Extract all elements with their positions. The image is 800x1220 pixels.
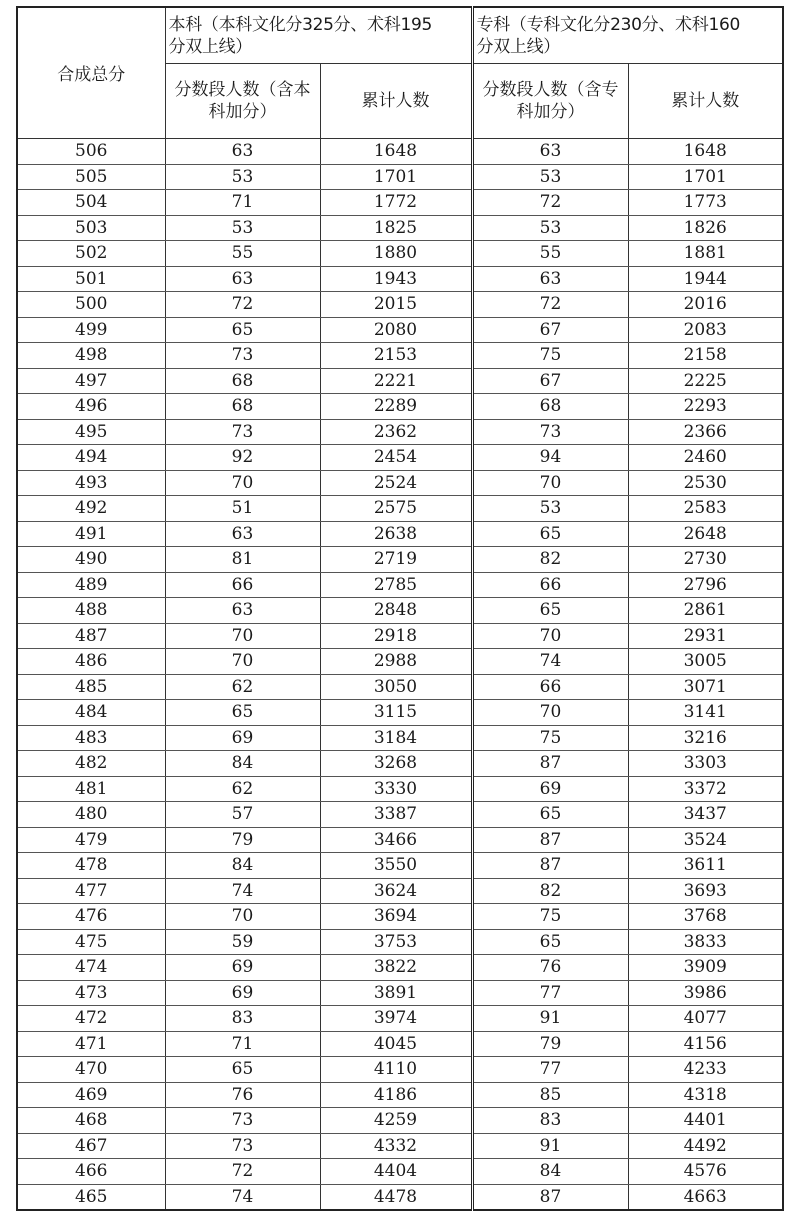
- junior-cumulative-cell: 2730: [628, 547, 783, 573]
- undergrad-cumulative-cell: 2918: [320, 623, 472, 649]
- undergrad-count-cell: 70: [165, 904, 320, 930]
- table-row: [17, 751, 783, 777]
- undergrad-count-cell: 69: [165, 980, 320, 1006]
- undergrad-count-cell: 68: [165, 368, 320, 394]
- score-cell: 484: [17, 700, 165, 726]
- undergrad-count-cell: 74: [165, 878, 320, 904]
- junior-cumulative-cell: 4492: [628, 1133, 783, 1159]
- table-body: [17, 139, 783, 1211]
- table-row: [17, 1006, 783, 1032]
- junior-cumulative-cell: 4156: [628, 1031, 783, 1057]
- junior-cumulative-cell: 2083: [628, 317, 783, 343]
- undergrad-cumulative-cell: 4045: [320, 1031, 472, 1057]
- undergrad-cumulative-cell: 2289: [320, 394, 472, 420]
- undergrad-cumulative-cell: 3974: [320, 1006, 472, 1032]
- table-row: [17, 394, 783, 420]
- score-cell: 492: [17, 496, 165, 522]
- junior-cumulative-cell: 1773: [628, 190, 783, 216]
- junior-count-cell: 72: [472, 190, 628, 216]
- table-header: [17, 7, 783, 139]
- undergrad-count-cell: 83: [165, 1006, 320, 1032]
- undergrad-count-cell: 81: [165, 547, 320, 573]
- score-cell: 485: [17, 674, 165, 700]
- score-cell: 471: [17, 1031, 165, 1057]
- undergrad-cumulative-cell: 2080: [320, 317, 472, 343]
- junior-cumulative-cell: 3216: [628, 725, 783, 751]
- undergrad-count-cell: 69: [165, 725, 320, 751]
- table-row: [17, 164, 783, 190]
- table-row: [17, 929, 783, 955]
- undergrad-count-header: 分数段人数（含本科加分）: [165, 64, 320, 139]
- undergrad-count-cell: 65: [165, 1057, 320, 1083]
- junior-cumulative-cell: 4401: [628, 1108, 783, 1134]
- junior-cumulative-cell: 3141: [628, 700, 783, 726]
- undergrad-title-line2: 分双上线）: [168, 36, 252, 57]
- table-row: [17, 674, 783, 700]
- undergrad-count-cell: 69: [165, 955, 320, 981]
- undergrad-cumulative-cell: 2362: [320, 419, 472, 445]
- undergrad-cumulative-cell: 3330: [320, 776, 472, 802]
- score-cell: 465: [17, 1184, 165, 1210]
- undergrad-count-cell: 73: [165, 419, 320, 445]
- undergrad-cumulative-cell: 3550: [320, 853, 472, 879]
- table-row: [17, 1057, 783, 1083]
- junior-cumulative-cell: 3372: [628, 776, 783, 802]
- undergrad-count-cell: 53: [165, 164, 320, 190]
- junior-cumulative-cell: 2016: [628, 292, 783, 318]
- score-column-header: 合成总分: [17, 7, 165, 139]
- table-row: [17, 215, 783, 241]
- score-cell: 481: [17, 776, 165, 802]
- undergrad-count-cell: 65: [165, 317, 320, 343]
- undergrad-cumulative-cell: 2848: [320, 598, 472, 624]
- undergrad-count-cell: 70: [165, 470, 320, 496]
- score-cell: 505: [17, 164, 165, 190]
- undergrad-count-cell: 71: [165, 190, 320, 216]
- undergrad-count-cell: 65: [165, 700, 320, 726]
- undergrad-cumulative-cell: 2524: [320, 470, 472, 496]
- junior-count-cell: 65: [472, 802, 628, 828]
- junior-cumulative-cell: 3611: [628, 853, 783, 879]
- table-row: [17, 623, 783, 649]
- junior-count-cell: 77: [472, 980, 628, 1006]
- score-cell: 472: [17, 1006, 165, 1032]
- undergrad-count-cell: 66: [165, 572, 320, 598]
- undergrad-count-cell: 51: [165, 496, 320, 522]
- junior-count-cell: 63: [472, 139, 628, 165]
- junior-cumulative-cell: 2225: [628, 368, 783, 394]
- undergrad-count-cell: 70: [165, 649, 320, 675]
- score-cell: 468: [17, 1108, 165, 1134]
- undergrad-cumulative-cell: 4332: [320, 1133, 472, 1159]
- junior-cumulative-cell: 3833: [628, 929, 783, 955]
- undergrad-count-cell: 84: [165, 751, 320, 777]
- undergrad-count-cell: 63: [165, 598, 320, 624]
- score-cell: 473: [17, 980, 165, 1006]
- undergrad-cumulative-cell: 2153: [320, 343, 472, 369]
- undergrad-count-cell: 53: [165, 215, 320, 241]
- junior-cumulative-cell: 1826: [628, 215, 783, 241]
- undergrad-count-cell: 71: [165, 1031, 320, 1057]
- table-row: [17, 547, 783, 573]
- undergrad-count-cell: 57: [165, 802, 320, 828]
- junior-count-cell: 75: [472, 343, 628, 369]
- junior-count-cell: 65: [472, 598, 628, 624]
- table-row: [17, 1031, 783, 1057]
- undergrad-cumulative-cell: 4478: [320, 1184, 472, 1210]
- table-row: [17, 445, 783, 471]
- junior-count-cell: 73: [472, 419, 628, 445]
- junior-cumulative-cell: 4077: [628, 1006, 783, 1032]
- score-distribution-table: [16, 6, 784, 1211]
- table-row: [17, 802, 783, 828]
- junior-cumulative-cell: 3986: [628, 980, 783, 1006]
- junior-cumulative-cell: 1701: [628, 164, 783, 190]
- score-cell: 498: [17, 343, 165, 369]
- score-cell: 502: [17, 241, 165, 267]
- undergrad-count-cell: 63: [165, 521, 320, 547]
- undergrad-cumulative-cell: 3624: [320, 878, 472, 904]
- junior-count-cell: 84: [472, 1159, 628, 1185]
- junior-cumulative-cell: 3909: [628, 955, 783, 981]
- undergrad-cumulative-cell: 3387: [320, 802, 472, 828]
- score-cell: 489: [17, 572, 165, 598]
- junior-cumulative-cell: 3303: [628, 751, 783, 777]
- undergrad-cumulative-cell: 2785: [320, 572, 472, 598]
- undergrad-cumulative-cell: 2575: [320, 496, 472, 522]
- junior-cumulative-cell: 2158: [628, 343, 783, 369]
- junior-count-cell: 70: [472, 623, 628, 649]
- junior-count-cell: 82: [472, 547, 628, 573]
- junior-count-cell: 66: [472, 572, 628, 598]
- score-cell: 482: [17, 751, 165, 777]
- undergrad-cumulative-cell: 4404: [320, 1159, 472, 1185]
- table-row: [17, 700, 783, 726]
- table-row: [17, 1133, 783, 1159]
- junior-count-cell: 53: [472, 164, 628, 190]
- undergrad-cumulative-cell: 4186: [320, 1082, 472, 1108]
- score-cell: 483: [17, 725, 165, 751]
- undergrad-cumulative-cell: 2638: [320, 521, 472, 547]
- junior-count-cell: 68: [472, 394, 628, 420]
- undergrad-cumulative-cell: 4110: [320, 1057, 472, 1083]
- undergrad-title-line1: 本科（本科文化分325分、术科195: [168, 14, 432, 35]
- undergrad-cumulative-cell: 3184: [320, 725, 472, 751]
- undergrad-count-cell: 76: [165, 1082, 320, 1108]
- undergrad-cumulative-header: 累计人数: [320, 64, 472, 139]
- junior-cumulative-cell: 3524: [628, 827, 783, 853]
- junior-count-cell: 79: [472, 1031, 628, 1057]
- score-cell: 477: [17, 878, 165, 904]
- score-cell: 470: [17, 1057, 165, 1083]
- score-cell: 476: [17, 904, 165, 930]
- table-row: [17, 343, 783, 369]
- junior-cumulative-cell: 2796: [628, 572, 783, 598]
- undergrad-count-cell: 63: [165, 139, 320, 165]
- table-row: [17, 292, 783, 318]
- table-row: [17, 572, 783, 598]
- junior-count-header: 分数段人数（含专科加分）: [472, 64, 628, 139]
- junior-count-cell: 70: [472, 700, 628, 726]
- undergrad-cumulative-cell: 3268: [320, 751, 472, 777]
- undergrad-cumulative-cell: 3891: [320, 980, 472, 1006]
- score-cell: 500: [17, 292, 165, 318]
- junior-group-header: [472, 7, 783, 64]
- junior-cumulative-cell: 4318: [628, 1082, 783, 1108]
- junior-count-cell: 66: [472, 674, 628, 700]
- junior-count-cell: 53: [472, 215, 628, 241]
- table-row: [17, 955, 783, 981]
- junior-count-cell: 87: [472, 853, 628, 879]
- undergrad-count-cell: 62: [165, 674, 320, 700]
- score-cell: 469: [17, 1082, 165, 1108]
- undergrad-cumulative-cell: 1772: [320, 190, 472, 216]
- junior-cumulative-cell: 3768: [628, 904, 783, 930]
- score-cell: 467: [17, 1133, 165, 1159]
- junior-cumulative-cell: 2460: [628, 445, 783, 471]
- junior-cumulative-cell: 2530: [628, 470, 783, 496]
- undergrad-count-cell: 84: [165, 853, 320, 879]
- junior-cumulative-cell: 4663: [628, 1184, 783, 1210]
- undergrad-cumulative-cell: 1648: [320, 139, 472, 165]
- junior-cumulative-cell: 3005: [628, 649, 783, 675]
- table-row: [17, 776, 783, 802]
- undergrad-count-cell: 73: [165, 343, 320, 369]
- undergrad-count-cell: 59: [165, 929, 320, 955]
- junior-count-cell: 69: [472, 776, 628, 802]
- score-cell: 499: [17, 317, 165, 343]
- undergrad-count-cell: 74: [165, 1184, 320, 1210]
- junior-cumulative-cell: 4576: [628, 1159, 783, 1185]
- table-row: [17, 1108, 783, 1134]
- table-row: [17, 649, 783, 675]
- junior-count-cell: 87: [472, 827, 628, 853]
- junior-count-cell: 67: [472, 317, 628, 343]
- table-row: [17, 241, 783, 267]
- score-cell: 496: [17, 394, 165, 420]
- score-cell: 474: [17, 955, 165, 981]
- junior-cumulative-header: 累计人数: [628, 64, 783, 139]
- table-row: [17, 1184, 783, 1210]
- junior-count-cell: 67: [472, 368, 628, 394]
- undergrad-count-cell: 73: [165, 1133, 320, 1159]
- undergrad-count-cell: 62: [165, 776, 320, 802]
- junior-cumulative-cell: 2648: [628, 521, 783, 547]
- undergrad-cumulative-cell: 2988: [320, 649, 472, 675]
- junior-cumulative-cell: 3693: [628, 878, 783, 904]
- table-row: [17, 853, 783, 879]
- undergrad-cumulative-cell: 2454: [320, 445, 472, 471]
- junior-count-cell: 75: [472, 904, 628, 930]
- undergrad-count-cell: 73: [165, 1108, 320, 1134]
- header-row-groups: [17, 7, 783, 64]
- junior-count-cell: 65: [472, 521, 628, 547]
- table-row: [17, 878, 783, 904]
- score-cell: 488: [17, 598, 165, 624]
- junior-cumulative-cell: 2366: [628, 419, 783, 445]
- junior-cumulative-cell: 3437: [628, 802, 783, 828]
- junior-count-cell: 72: [472, 292, 628, 318]
- junior-cumulative-cell: 4233: [628, 1057, 783, 1083]
- undergrad-cumulative-cell: 1825: [320, 215, 472, 241]
- score-cell: 490: [17, 547, 165, 573]
- score-cell: 487: [17, 623, 165, 649]
- score-cell: 475: [17, 929, 165, 955]
- undergrad-cumulative-cell: 3753: [320, 929, 472, 955]
- score-cell: 466: [17, 1159, 165, 1185]
- junior-cumulative-cell: 2861: [628, 598, 783, 624]
- table-row: [17, 317, 783, 343]
- undergrad-cumulative-cell: 2015: [320, 292, 472, 318]
- table-row: [17, 904, 783, 930]
- undergrad-count-cell: 79: [165, 827, 320, 853]
- undergrad-cumulative-cell: 1880: [320, 241, 472, 267]
- undergrad-count-cell: 72: [165, 292, 320, 318]
- undergrad-count-cell: 68: [165, 394, 320, 420]
- table-row: [17, 496, 783, 522]
- table-row: [17, 598, 783, 624]
- junior-count-cell: 85: [472, 1082, 628, 1108]
- undergrad-count-cell: 70: [165, 623, 320, 649]
- table-row: [17, 1082, 783, 1108]
- table-row: [17, 419, 783, 445]
- table-row: [17, 521, 783, 547]
- table-row: [17, 827, 783, 853]
- undergrad-count-cell: 92: [165, 445, 320, 471]
- undergrad-group-header: [165, 7, 472, 64]
- undergrad-count-cell: 55: [165, 241, 320, 267]
- junior-count-cell: 87: [472, 1184, 628, 1210]
- undergrad-cumulative-cell: 1943: [320, 266, 472, 292]
- score-cell: 497: [17, 368, 165, 394]
- table-row: [17, 190, 783, 216]
- undergrad-cumulative-cell: 3115: [320, 700, 472, 726]
- junior-count-cell: 82: [472, 878, 628, 904]
- table-row: [17, 266, 783, 292]
- undergrad-cumulative-cell: 2719: [320, 547, 472, 573]
- score-cell: 494: [17, 445, 165, 471]
- junior-cumulative-cell: 2293: [628, 394, 783, 420]
- table-row: [17, 725, 783, 751]
- score-cell: 486: [17, 649, 165, 675]
- undergrad-count-cell: 72: [165, 1159, 320, 1185]
- junior-count-cell: 91: [472, 1006, 628, 1032]
- score-cell: 506: [17, 139, 165, 165]
- table-row: [17, 980, 783, 1006]
- junior-cumulative-cell: 1648: [628, 139, 783, 165]
- junior-count-cell: 63: [472, 266, 628, 292]
- junior-count-cell: 53: [472, 496, 628, 522]
- table-row: [17, 470, 783, 496]
- junior-count-cell: 77: [472, 1057, 628, 1083]
- junior-count-cell: 74: [472, 649, 628, 675]
- score-cell: 479: [17, 827, 165, 853]
- junior-count-cell: 94: [472, 445, 628, 471]
- junior-title-line1: 专科（专科文化分230分、术科160: [476, 14, 740, 35]
- table-row: [17, 1159, 783, 1185]
- junior-count-cell: 70: [472, 470, 628, 496]
- score-cell: 491: [17, 521, 165, 547]
- junior-cumulative-cell: 2931: [628, 623, 783, 649]
- junior-count-cell: 75: [472, 725, 628, 751]
- undergrad-cumulative-cell: 2221: [320, 368, 472, 394]
- junior-title-line2: 分双上线）: [476, 36, 560, 57]
- score-cell: 495: [17, 419, 165, 445]
- junior-count-cell: 65: [472, 929, 628, 955]
- score-cell: 478: [17, 853, 165, 879]
- score-cell: 504: [17, 190, 165, 216]
- junior-cumulative-cell: 1944: [628, 266, 783, 292]
- junior-count-cell: 91: [472, 1133, 628, 1159]
- undergrad-cumulative-cell: 1701: [320, 164, 472, 190]
- junior-count-cell: 55: [472, 241, 628, 267]
- undergrad-cumulative-cell: 3050: [320, 674, 472, 700]
- undergrad-count-cell: 63: [165, 266, 320, 292]
- junior-cumulative-cell: 3071: [628, 674, 783, 700]
- score-cell: 493: [17, 470, 165, 496]
- junior-count-cell: 83: [472, 1108, 628, 1134]
- score-cell: 501: [17, 266, 165, 292]
- table-row: [17, 139, 783, 165]
- undergrad-cumulative-cell: 3694: [320, 904, 472, 930]
- junior-count-cell: 87: [472, 751, 628, 777]
- junior-cumulative-cell: 1881: [628, 241, 783, 267]
- score-cell: 480: [17, 802, 165, 828]
- undergrad-cumulative-cell: 3822: [320, 955, 472, 981]
- score-cell: 503: [17, 215, 165, 241]
- undergrad-cumulative-cell: 3466: [320, 827, 472, 853]
- junior-cumulative-cell: 2583: [628, 496, 783, 522]
- table-row: [17, 368, 783, 394]
- undergrad-cumulative-cell: 4259: [320, 1108, 472, 1134]
- junior-count-cell: 76: [472, 955, 628, 981]
